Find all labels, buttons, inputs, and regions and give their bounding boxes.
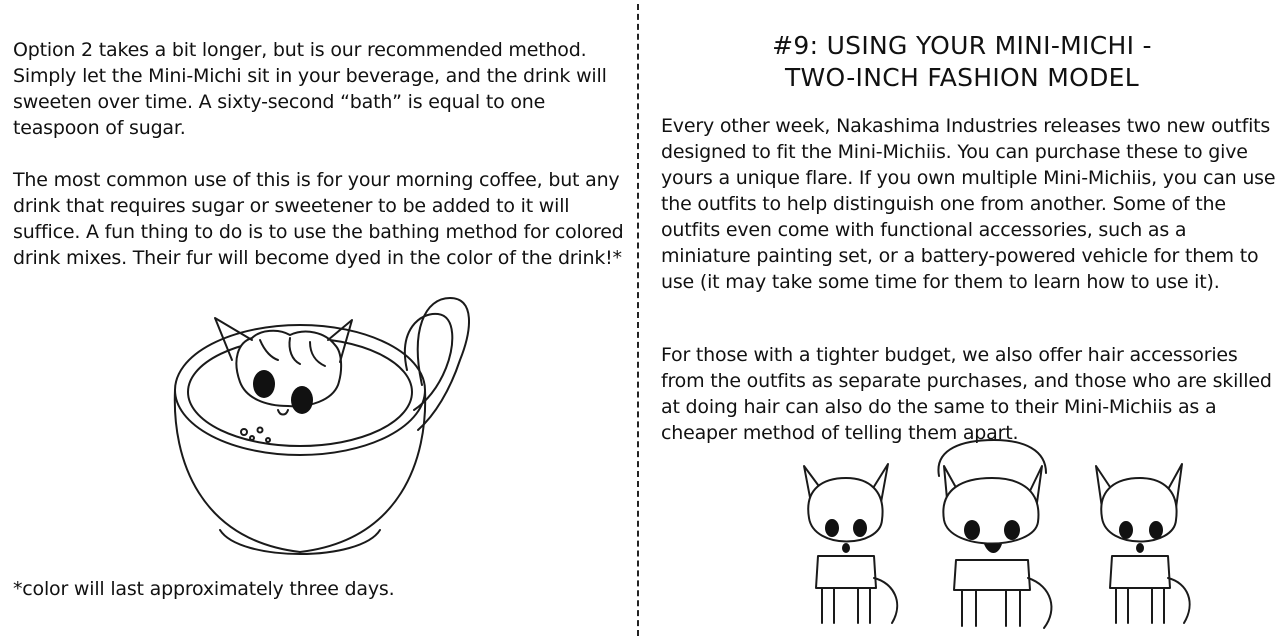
section-title-line1: #9: USING YOUR MINI-MICHI - bbox=[772, 31, 1152, 60]
right-paragraph-outfits: Every other week, Nakashima Industries releases two new outfits designed to fit the Mini-Michiis. You can purchase these to give yours a unique flare. If you own multiple Mini-Michiis, you can use the outfits to help distinguish one from another. Some of the outfits even come with functional accessories, such as a miniature painting set, or a battery-powered vehicle for them to use (it may take some time for them to learn how to use it). bbox=[661, 115, 1276, 293]
right-paragraph-budget: For those with a tighter budget, we also offer hair accessories from the outfits as separate purchases, and those who are skilled at doing hair can also do the same to their Mini-Michiis as a cheaper method of telling them apart. bbox=[661, 344, 1272, 444]
section-title bbox=[644, 30, 1280, 94]
right-page bbox=[644, 0, 1280, 640]
three-mini-michiis-illustration bbox=[784, 438, 1274, 633]
mini-michi-in-cup-illustration bbox=[160, 290, 470, 580]
mini-michi-right bbox=[1096, 464, 1190, 623]
left-paragraph-common-use: The most common use of this is for your morning coffee, but any drink that requires sugar or sweetener to be added to it will suffice. A fun thing to do is to use the bathing method for colored drink mixes. Their fur will become dyed in the color of the drink!* bbox=[13, 169, 624, 269]
mini-michi-left bbox=[804, 464, 897, 623]
mini-michi-middle bbox=[938, 440, 1051, 628]
left-paragraph-sweeten: Option 2 takes a bit longer, but is our recommended method. Simply let the Mini-Michi sit in your beverage, and the drink will sweeten over time. A sixty-second “bath” is equal to one teaspoon of sugar. bbox=[13, 39, 607, 139]
page-divider bbox=[637, 4, 639, 636]
left-footnote: *color will last approximately three days. bbox=[13, 578, 395, 600]
left-page bbox=[0, 0, 636, 640]
section-title-line2: TWO-INCH FASHION MODEL bbox=[784, 63, 1140, 92]
